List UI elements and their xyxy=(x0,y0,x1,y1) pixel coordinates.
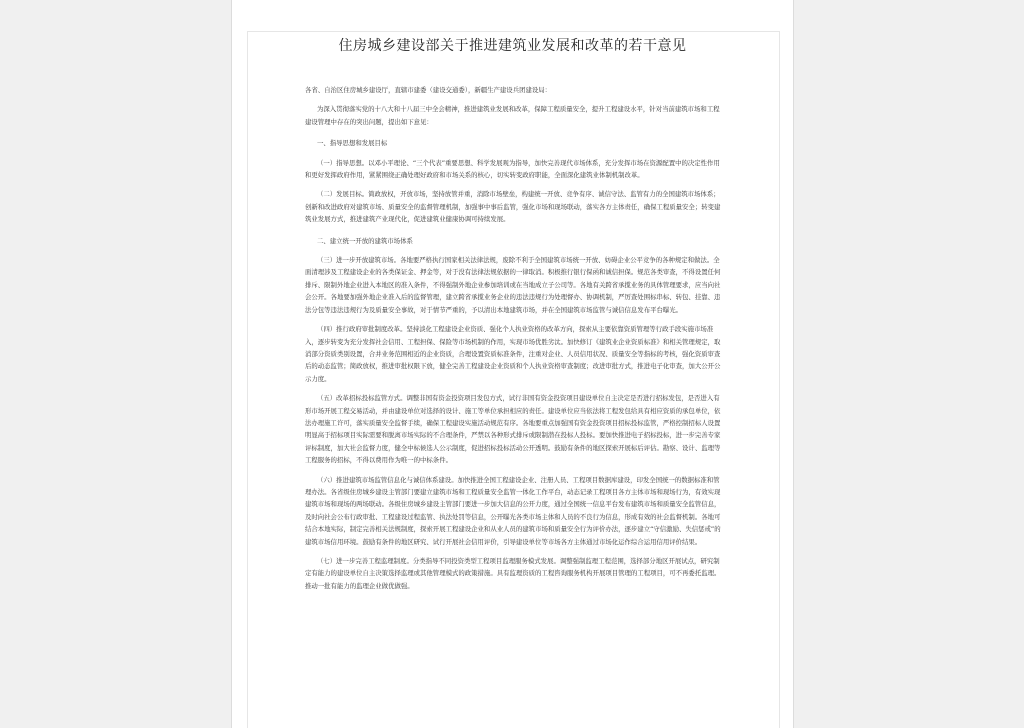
document-page xyxy=(232,0,793,728)
document-title: 住房城乡建设部关于推进建筑业发展和改革的若干意见 xyxy=(338,38,687,54)
document-body xyxy=(305,84,723,599)
paragraph-development-goals: （二）发展目标。简政放权，开放市场，坚持放管并重，消除市场壁垒，构建统一开放、竞争有序、诚信守法、监管有力的全国建筑市场体系；创新和改进政府对建筑市场、质量安全的监督管理机制，加强事中事后监管，强化市场和现场联动，落实各方主体责任，确保工程质量安全；转变建筑业发展方式，推进建筑产业现代化，促进建筑业健康协调可持续发展。 xyxy=(305,190,721,224)
intro-paragraph: 为深入贯彻落实党的十八大和十八届三中全会精神，推进建筑业发展和改革，保障工程质量安全，提升工程建设水平，针对当前建筑市场和工程建设管理中存在的突出问题，提出如下意见： xyxy=(305,105,720,126)
section-heading-2: 二、建立统一开放的建筑市场体系 xyxy=(317,236,413,245)
paragraph-guiding-ideology: （一）指导思想。以邓小平理论、“三个代表”重要思想、科学发展观为指导，加快完善现代市场体系，充分发挥市场在资源配置中的决定性作用和更好发挥政府作用，紧紧围绕正确处理好政府和市场关系的核心，切实转变政府职能，全面深化建筑业体制机制改革。 xyxy=(305,158,720,180)
paragraph-open-market: （三）进一步开放建筑市场。各地要严格执行国家相关法律法规，废除不利于全国建筑市场统一开放、妨碍企业公平竞争的各种规定和做法。全面清理涉及工程建设企业的各类保证金、押金等，对于没有法律法规依据的一律取消。积极推行银行保函和诚信担保。规范各类审查，不得设置任何排斥、限制外地企业进入本地区的准入条件，不得强制外地企业参加培训或在当地成立子公司等。各地有关跨省承揽业务的具体管理要求，应当向社会公开。各地要加强外地企业准入后的监督管理，建立跨省承揽业务企业的违法违规行为处理督办、协调机制，严厉查处围标串标、转包、挂靠、违法分包等违法违规行为及质量安全事故，对于情节严重的，予以清出本地建筑市场，并在全国建筑市场监管与诚信信息发布平台曝光。 xyxy=(305,256,721,314)
paragraph-approval-reform: （四）推行政府审批制度改革。坚持淡化工程建设企业资质、强化个人执业资格的改革方向，探索从主要依靠资质管理等行政手段实施市场准入，逐步转变为充分发挥社会信用、工程担保、保险等市场机制的作用，实现市场优胜劣汰。加快修订《建筑业企业资质标准》和相关管理规定，取消部分资质类别设置，合并业务范围相近的企业资质，合理设置资质标准条件，注重对企业、人员信用状况、质量安全等指标的考核，强化资质审查后的动态监管；简政放权，推进审批权限下放，健全完善工程建设企业资质和个人执业资格审查制度；改进审批方式，推进电子化审查，加大公开公示力度。 xyxy=(305,325,721,383)
paragraph-bidding-reform: （五）改革招标投标监管方式。调整非国有资金投资项目发包方式，试行非国有资金投资项目建设单位自主决定是否进行招标发包，是否进入有形市场开展工程交易活动，并由建设单位对选择的设计、施工等单位承担相应的责任。建设单位应当依法将工程发包给具有相应资质的承包单位，依法办理施工许可，落实质量安全监督手续，确保工程建设实施活动规范有序。各地要重点加强国有资金投资项目招标投标监管，严格控制招标人设置明显高于招标项目实际需要和脱离市场实际的不合理条件，严禁以各种形式排斥或限制潜在投标人投标。要加快推进电子招标投标，进一步完善专家评标制度，加大社会监督力度，健全中标候选人公示制度，促进招标投标活动公开透明。鼓励有条件的地区探索开展标后评估。勘察、设计、监理等工程服务的招标，不得以费用作为唯一的中标条件。 xyxy=(305,394,721,465)
section-heading-1: 一、指导思想和发展目标 xyxy=(317,139,388,148)
paragraph-supervision-system: （七）进一步完善工程监理制度。分类指导不同投资类型工程项目监理服务模式发展。调整强制监理工程范围，选择部分地区开展试点，研究制定有能力的建设单位自主决策选择监理或其他管理模式的政策措施。具有监理资质的工程咨询服务机构开展项目管理的工程项目，可不再委托监理。推动一批有能力的监理企业做优做强。 xyxy=(305,557,721,590)
paragraph-credit-system: （六）推进建筑市场监管信息化与诚信体系建设。加快推进全国工程建设企业、注册人员、工程项目数据库建设，印发全国统一的数据标准和管理办法。各省级住房城乡建设主管部门要建立建筑市场和工程质量安全监管一体化工作平台，动态记录工程项目各方主体市场和现场行为，有效实现建筑市场和现场的两场联动。各级住房城乡建设主管部门要进一步加大信息的公开力度，通过全国统一信息平台发布建筑市场和质量安全监管信息，及时向社会公布行政审批、工程建设过程监管、执法处罚等信息，公开曝光各类市场主体和人员的不良行为信息，形成有效的社会监督机制。各地可结合本地实际，制定完善相关法规制度，探索开展工程建设企业和从业人员的建筑市场和质量安全行为评价办法，逐步建立“守信激励、失信惩戒”的建筑市场信用环境。鼓励有条件的地区研究、试行开展社会信用评价，引导建设单位等市场各方主体通过市场化运作综合运用信用评价结果。 xyxy=(305,475,721,546)
salutation: 各省、自治区住房城乡建设厅，直辖市建委（建设交通委），新疆生产建设兵团建设局： xyxy=(305,86,552,94)
